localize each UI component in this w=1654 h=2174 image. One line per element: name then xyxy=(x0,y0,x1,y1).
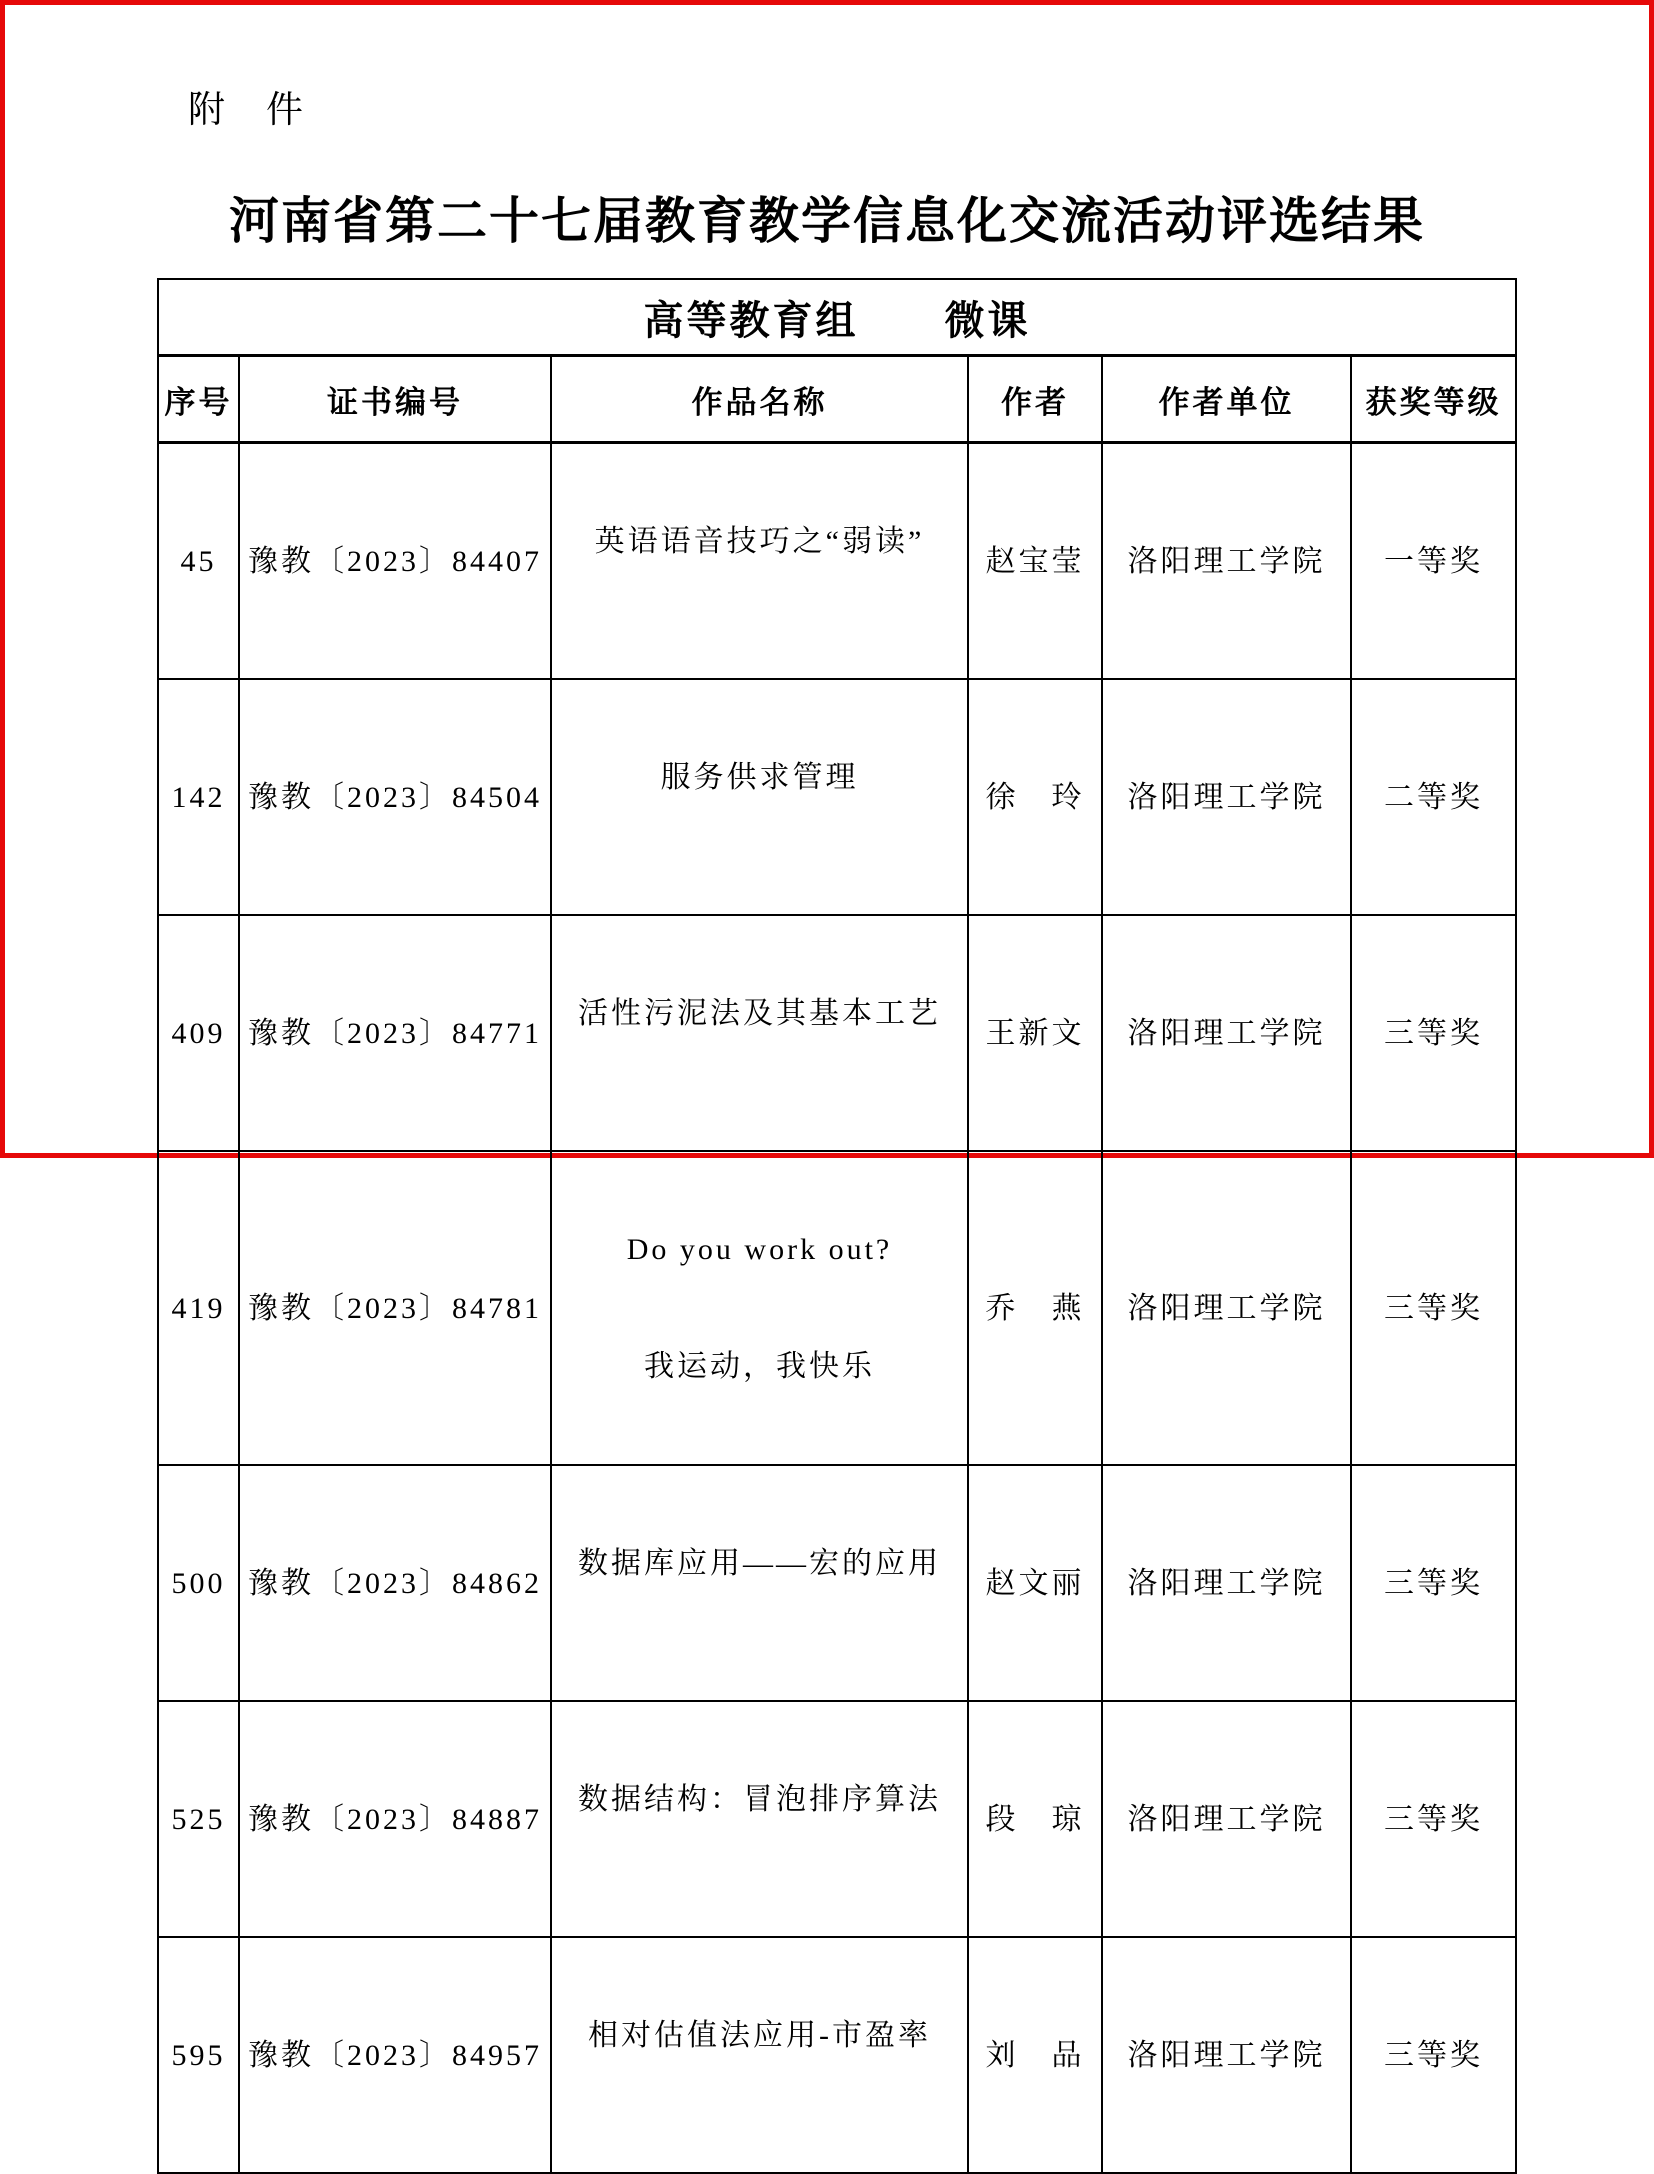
cell-serial: 419 xyxy=(158,1151,239,1465)
cell-work xyxy=(551,915,968,1151)
cell-organization: 洛阳理工学院 xyxy=(1102,679,1351,915)
work-line-primary: 服务供求管理 xyxy=(660,761,859,794)
cell-work xyxy=(551,1465,968,1701)
work-line-primary: 英语语音技巧之“弱读” xyxy=(594,525,925,558)
table-row xyxy=(158,443,1516,680)
table-row xyxy=(158,1465,1516,1701)
cell-organization: 洛阳理工学院 xyxy=(1102,443,1351,680)
column-header-serial: 序号 xyxy=(158,356,239,443)
work-line-secondary: 我运动，我快乐 xyxy=(644,1350,875,1383)
cell-organization: 洛阳理工学院 xyxy=(1102,915,1351,1151)
group-title: 高等教育组 微课 xyxy=(158,279,1516,356)
table-row xyxy=(158,1701,1516,1937)
cell-certificate: 豫教〔2023〕84407 xyxy=(239,443,551,680)
cell-award: 三等奖 xyxy=(1351,1465,1516,1701)
cell-award: 三等奖 xyxy=(1351,1151,1516,1465)
cell-organization: 洛阳理工学院 xyxy=(1102,1465,1351,1701)
cell-organization: 洛阳理工学院 xyxy=(1102,1151,1351,1465)
cell-award: 三等奖 xyxy=(1351,1937,1516,2173)
table-row xyxy=(158,679,1516,915)
cell-organization: 洛阳理工学院 xyxy=(1102,1701,1351,1937)
header-row xyxy=(158,356,1516,443)
cell-certificate: 豫教〔2023〕84887 xyxy=(239,1701,551,1937)
results-table xyxy=(157,278,1517,2174)
cell-author: 刘 品 xyxy=(968,1937,1102,2173)
cell-serial: 45 xyxy=(158,443,239,680)
column-header-work: 作品名称 xyxy=(551,356,968,443)
cell-author: 赵文丽 xyxy=(968,1465,1102,1701)
cell-serial: 595 xyxy=(158,1937,239,2173)
cell-certificate: 豫教〔2023〕84771 xyxy=(239,915,551,1151)
cell-serial: 409 xyxy=(158,915,239,1151)
cell-certificate: 豫教〔2023〕84862 xyxy=(239,1465,551,1701)
cell-certificate: 豫教〔2023〕84957 xyxy=(239,1937,551,2173)
column-header-organization: 作者单位 xyxy=(1102,356,1351,443)
table-row xyxy=(158,1151,1516,1465)
cell-author: 乔 燕 xyxy=(968,1151,1102,1465)
work-line-primary: 数据结构：冒泡排序算法 xyxy=(578,1783,941,1816)
attachment-label: 附 件 xyxy=(188,89,305,130)
column-header-award: 获奖等级 xyxy=(1351,356,1516,443)
table-row xyxy=(158,915,1516,1151)
column-header-certificate: 证书编号 xyxy=(239,356,551,443)
table-row xyxy=(158,1937,1516,2173)
cell-serial: 525 xyxy=(158,1701,239,1937)
work-line-primary: 相对估值法应用-市盈率 xyxy=(588,2019,931,2052)
cell-certificate: 豫教〔2023〕84781 xyxy=(239,1151,551,1465)
column-header-author: 作者 xyxy=(968,356,1102,443)
cell-award: 二等奖 xyxy=(1351,679,1516,915)
cell-work xyxy=(551,443,968,680)
cell-work xyxy=(551,1151,968,1465)
cell-organization: 洛阳理工学院 xyxy=(1102,1937,1351,2173)
cell-award: 一等奖 xyxy=(1351,443,1516,680)
cell-author: 王新文 xyxy=(968,915,1102,1151)
cell-author: 赵宝莹 xyxy=(968,443,1102,680)
cell-certificate: 豫教〔2023〕84504 xyxy=(239,679,551,915)
group-title-row xyxy=(158,279,1516,356)
work-line-primary: 活性污泥法及其基本工艺 xyxy=(578,997,941,1030)
cell-author: 段 琼 xyxy=(968,1701,1102,1937)
work-line-primary: Do you work out? xyxy=(626,1233,893,1266)
cell-serial: 142 xyxy=(158,679,239,915)
work-line-primary: 数据库应用——宏的应用 xyxy=(578,1547,941,1580)
cell-award: 三等奖 xyxy=(1351,1701,1516,1937)
cell-work xyxy=(551,1937,968,2173)
cell-work xyxy=(551,679,968,915)
cell-serial: 500 xyxy=(158,1465,239,1701)
document-title: 河南省第二十七届教育教学信息化交流活动评选结果 xyxy=(229,193,1425,249)
cell-award: 三等奖 xyxy=(1351,915,1516,1151)
cell-author: 徐 玲 xyxy=(968,679,1102,915)
cell-work xyxy=(551,1701,968,1937)
